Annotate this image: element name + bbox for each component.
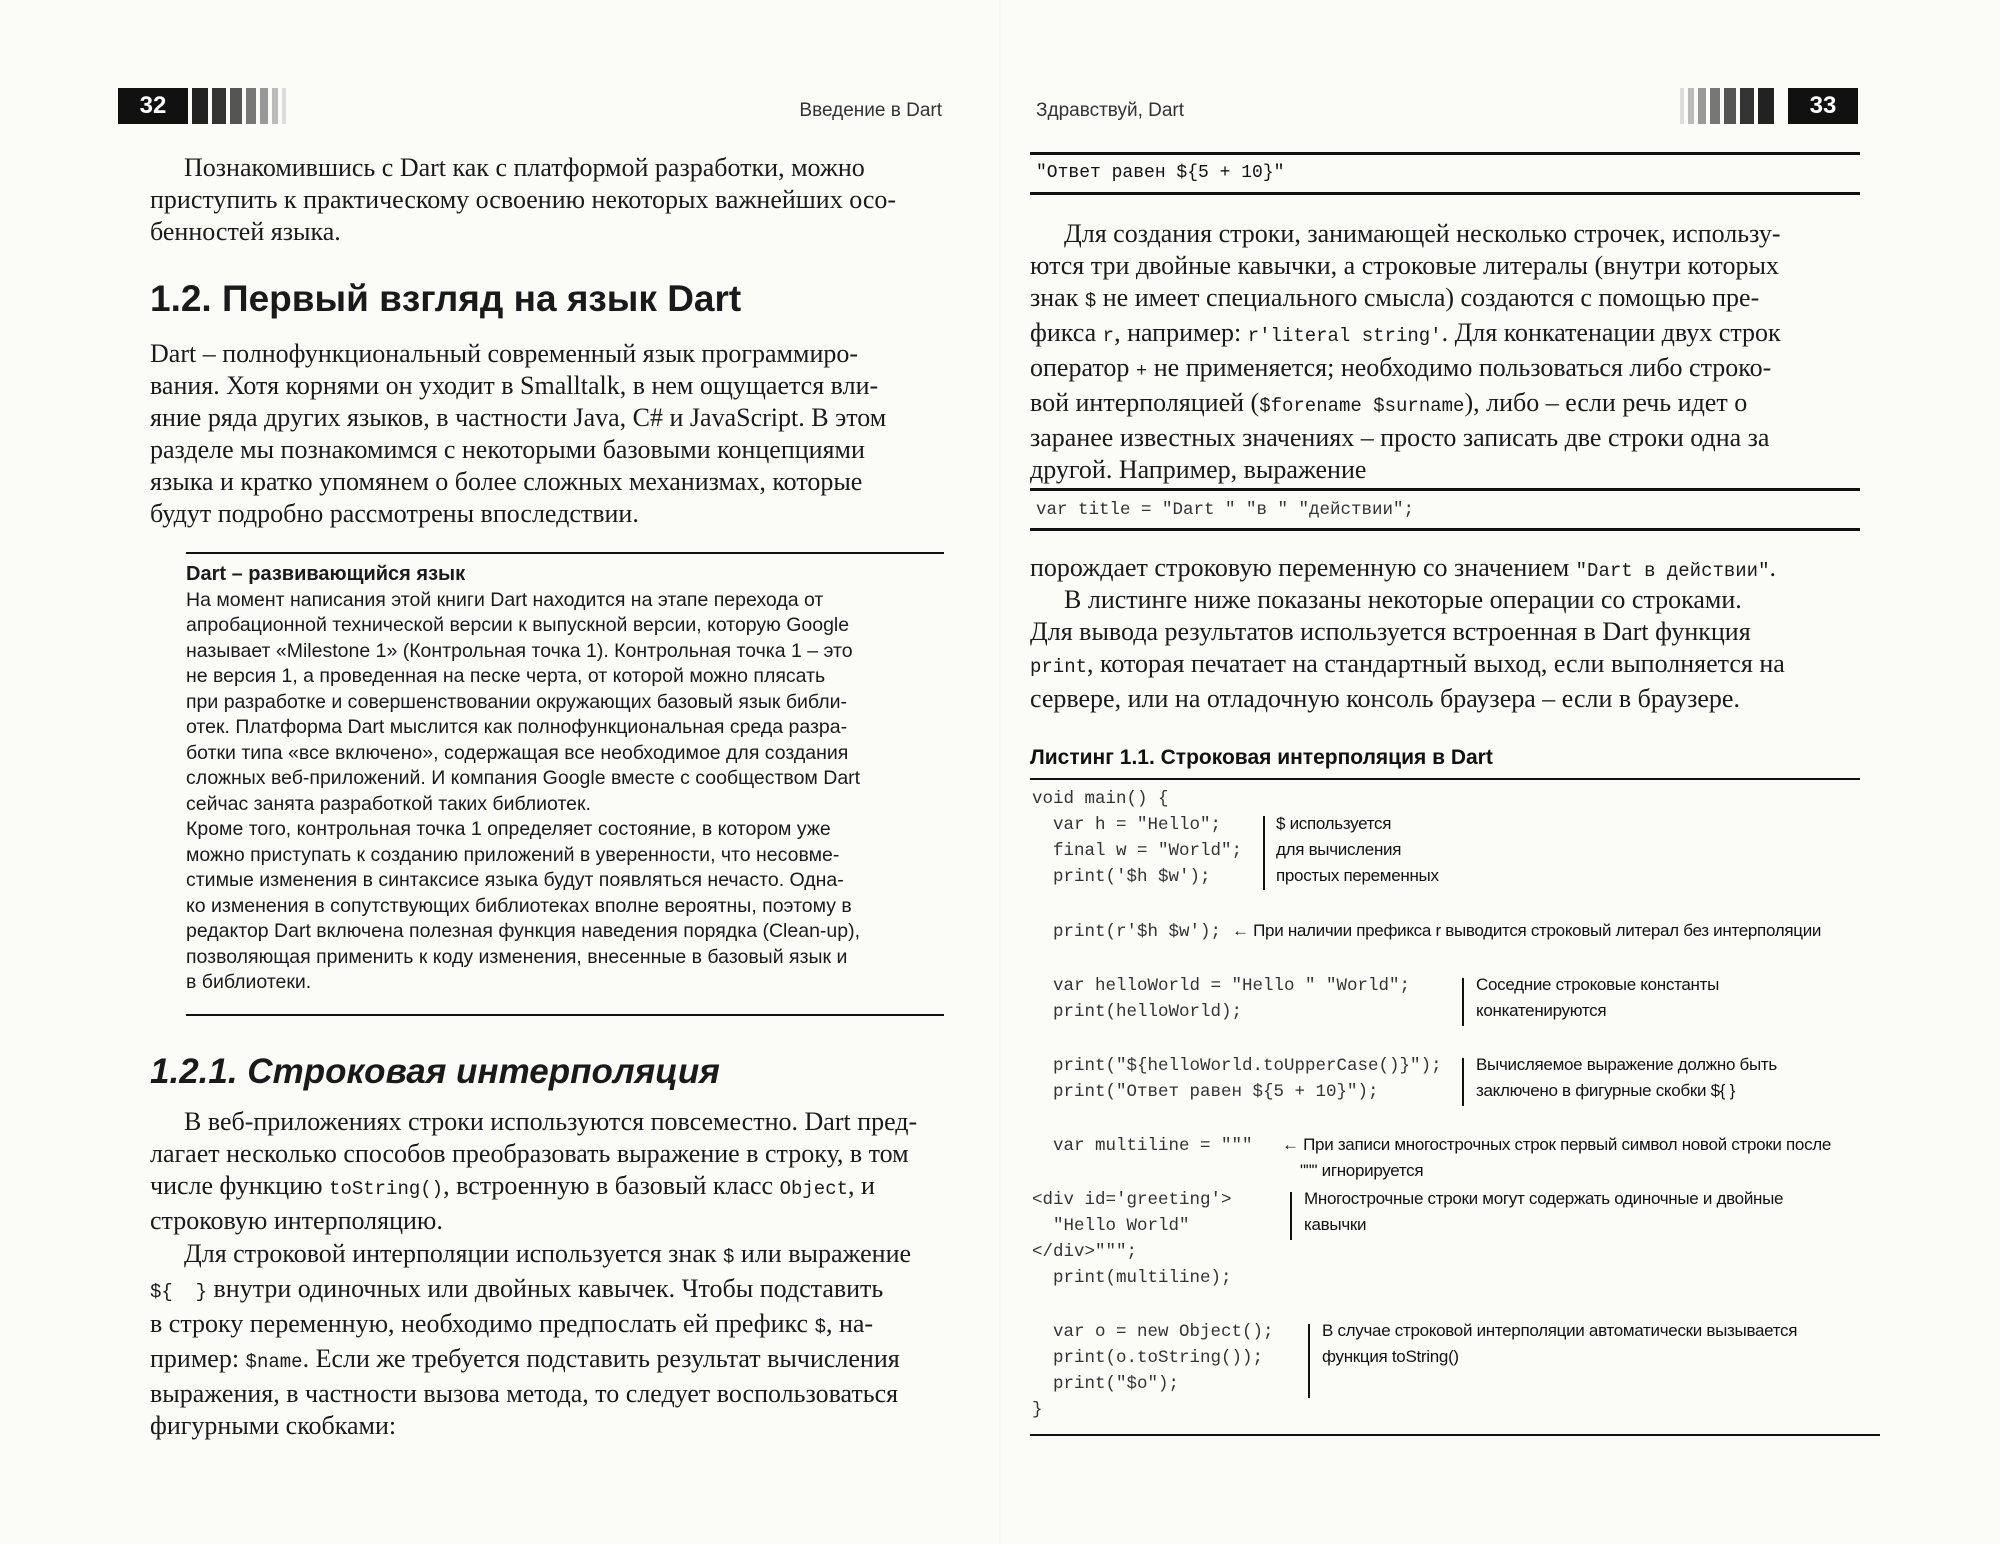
listing-bottom-rule: [1030, 1434, 1880, 1436]
text-line: выражения, в частности вызова метода, то следует воспользоваться: [150, 1379, 899, 1408]
text-line: . Если же требуется подставить результат вычисления: [302, 1344, 900, 1373]
running-title: Введение в Dart: [799, 100, 942, 121]
inline-code: $: [1084, 290, 1097, 312]
text-line: Познакомившись с Dart как с платформой разработки, можно: [184, 153, 865, 182]
right-page: [1000, 0, 2000, 1544]
inline-code: r'literal string': [1247, 325, 1442, 347]
listing-title: Листинг 1.1. Строковая интерполяция в Dart: [1030, 746, 1493, 769]
code-line: var o = new Object();: [1032, 1322, 1274, 1342]
text-line: строковую интерполяцию.: [150, 1206, 443, 1235]
inline-code: $name: [245, 1351, 303, 1373]
text-line: Кроме того, контрольная точка 1 определяет состояние, в котором уже: [186, 818, 831, 840]
text-line: Для создания строки, занимающей несколько строчек, использу-: [1064, 219, 1781, 248]
subsection-heading: 1.2.1. Строковая интерполяция: [150, 1052, 720, 1091]
text-line: порождает строковую переменную со значением: [1030, 553, 1576, 582]
code-line: print(helloWorld);: [1032, 1002, 1243, 1022]
code-line: var helloWorld = "Hello " "World";: [1032, 976, 1411, 996]
code-line: print(multiline);: [1032, 1268, 1232, 1288]
inline-code: print: [1030, 656, 1088, 678]
text-line: , которая печатает на стандартный выход, если выполняется на: [1087, 649, 1785, 678]
annotation: $ используется: [1276, 814, 1392, 833]
code-line: print('$h $w');: [1032, 867, 1211, 887]
text-line: ботки типа «все включено», содержащая все необходимое для создания: [186, 741, 849, 764]
text-line: стимые изменения в синтаксисе языка будут появляться нечасто. Одна-: [186, 869, 844, 891]
code-line: var multiline = """: [1032, 1136, 1253, 1156]
header-bars: [1680, 88, 1778, 124]
code-line: print(r'$h $w');: [1032, 922, 1222, 942]
text-line: можно приступать к созданию приложений в уверенности, что несовме-: [186, 843, 840, 866]
text-line: пример:: [150, 1344, 246, 1373]
text-line: ), либо – если речь идет о: [1464, 388, 1748, 417]
text-line: не версия 1, а проведенная на песке черта, от которой можно плясать: [186, 665, 826, 687]
book-gutter: [999, 0, 1001, 1544]
text-line: отек. Платформа Dart мыслится как полнофункциональная среда разра-: [186, 716, 848, 738]
page-number: 32: [118, 88, 188, 124]
code-line: var h = "Hello";: [1032, 815, 1222, 835]
sidebar-box: [186, 562, 944, 996]
text-line: , и: [848, 1171, 875, 1200]
inline-code: $: [723, 1246, 735, 1268]
intro-paragraph: [150, 152, 944, 248]
annotation: ← При наличии префикса r выводится строковый литерал без интерполяции: [1232, 921, 1822, 940]
text-line: при разработке и совершенствовании окружающих базовый язык библи-: [186, 690, 847, 713]
text-line: фикса: [1030, 318, 1103, 347]
text-line: оператор: [1030, 353, 1136, 382]
annotation: для вычисления: [1276, 840, 1402, 859]
code-snippet: "Ответ равен ${5 + 10}": [1036, 163, 1285, 183]
code-line: print(o.toString());: [1032, 1348, 1264, 1368]
text-line: вой интерполяцией (: [1030, 388, 1260, 417]
annotation-bar: [1462, 1058, 1464, 1106]
text-line: В веб-приложениях строки используются повсеместно. Dart пред-: [184, 1107, 918, 1136]
annotation: Вычисляемое выражение должно быть: [1476, 1055, 1777, 1074]
inline-code: +: [1135, 360, 1148, 382]
text-line: знак: [1030, 283, 1085, 312]
listing-top-rule: [1030, 778, 1860, 780]
text-line: сложных веб-приложений. И компания Google вместе с сообществом Dart: [186, 767, 861, 789]
text-line: числе функцию: [150, 1171, 330, 1200]
inline-code: r: [1102, 325, 1115, 347]
text-line: в строку переменную, необходимо предпослать ей префикс: [150, 1309, 815, 1338]
text-line: В листинге ниже показаны некоторые операции со строками.: [1064, 585, 1742, 614]
text-line: На момент написания этой книги Dart находится на этапе перехода от: [186, 588, 824, 611]
code-top-rule: [1030, 488, 1860, 491]
sidebar-bottom-rule: [186, 1014, 944, 1016]
text-line: ко изменения в сопутствующих библиотеках вполне вероятны, поэтому в: [186, 894, 852, 917]
annotation: Соседние строковые константы: [1476, 975, 1720, 994]
text-line: Для вывода результатов используется встроенная в Dart функция: [1030, 617, 1751, 646]
text-line: приступить к практическому освоению некоторых важнейших осо-: [150, 185, 897, 214]
inline-code: toString(): [329, 1178, 444, 1200]
code-line: print("Ответ равен ${5 + 10}");: [1032, 1082, 1379, 1102]
header-bars: [192, 88, 290, 124]
inline-code: "Dart в действии": [1575, 560, 1770, 582]
text-line: заранее известных значениях – просто записать две строки одна за: [1030, 423, 1770, 452]
text-line: или выражение: [734, 1239, 912, 1268]
code-bottom-rule: [1030, 528, 1860, 531]
text-line: не имеет специального смысла) создаются с помощью пре-: [1096, 283, 1760, 312]
annotation-bar: [1462, 978, 1464, 1026]
text-line: Dart – полнофункциональный современный язык программиро-: [150, 339, 859, 368]
code-snippet: var title = "Dart " "в " "действии";: [1036, 500, 1415, 520]
text-line: .: [1769, 553, 1776, 582]
section-paragraph: [150, 338, 944, 530]
text-line: . Для конкатенации двух строк: [1441, 318, 1781, 347]
paragraph-multiline: [1030, 218, 1860, 486]
text-line: сервере, или на отладочную консоль браузера – если в браузере.: [1030, 684, 1740, 713]
annotation-bar: [1308, 1324, 1310, 1398]
inline-code: $: [814, 1316, 826, 1338]
text-line: сейчас занята разработкой таких библиотек.: [186, 792, 591, 815]
text-line: , на-: [825, 1309, 874, 1338]
code-line: final w = "World";: [1032, 841, 1243, 861]
page-number: 33: [1788, 88, 1858, 124]
text-line: Для строковой интерполяции используется знак: [184, 1239, 724, 1268]
text-line: , встроенную в базовый класс: [443, 1171, 780, 1200]
code-line: print("$o");: [1032, 1374, 1180, 1394]
annotation: """ игнорируется: [1300, 1161, 1424, 1180]
annotation-bar: [1290, 1192, 1292, 1240]
code-bottom-rule: [1030, 192, 1860, 195]
inline-code: Object: [779, 1178, 849, 1200]
paragraph-result: [1030, 552, 1860, 587]
annotation-bar: [1263, 816, 1265, 890]
text-line: не применяется; необходимо пользоваться либо строко-: [1147, 353, 1772, 382]
sidebar-paragraph-2: [186, 817, 944, 996]
annotation: В случае строковой интерполяции автоматически вызывается: [1322, 1321, 1798, 1340]
code-line: void main() {: [1032, 789, 1169, 809]
text-line: в библиотеки.: [186, 971, 312, 993]
inline-code: $forename $surname: [1259, 395, 1465, 417]
code-top-rule: [1030, 152, 1860, 155]
text-line: позволяющая применить к коду изменения, внесенные в базовый язык и: [186, 945, 848, 968]
annotation: кавычки: [1304, 1215, 1367, 1234]
text-line: редактор Dart включена полезная функция наведения порядка (Clean-up),: [186, 920, 861, 942]
text-line: другой. Например, выражение: [1030, 455, 1367, 484]
paragraph-tostring: [150, 1106, 944, 1237]
sidebar-title: Dart – развивающийся язык: [186, 563, 466, 585]
running-title: Здравствуй, Dart: [1036, 100, 1185, 121]
text-line: языка и кратко упомянем о более сложных механизмах, которые: [150, 467, 863, 496]
text-line: называет «Milestone 1» (Контрольная точка 1). Контрольная точка 1 – это: [186, 639, 853, 662]
section-heading: 1.2. Первый взгляд на язык Dart: [150, 278, 742, 319]
text-line: вания. Хотя корнями он уходит в Smalltalk, в нем ощущается вли-: [150, 371, 879, 400]
text-line: яние ряда других языков, в частности Java, C# и JavaScript. В этом: [150, 403, 887, 432]
text-line: внутри одиночных или двойных кавычек. Чтобы подставить: [207, 1274, 884, 1303]
annotation: конкатенируются: [1476, 1001, 1607, 1020]
text-line: разделе мы познакомимся с некоторыми базовыми концепциями: [150, 435, 865, 464]
inline-code: ${ }: [150, 1281, 208, 1303]
text-line: фигурными скобками:: [150, 1411, 397, 1440]
annotation: заключено в фигурные скобки ${ }: [1476, 1081, 1735, 1100]
code-line: <div id='greeting'>: [1032, 1190, 1232, 1210]
text-line: , например:: [1114, 318, 1248, 347]
text-line: ются три двойные кавычки, а строковые литералы (внутри которых: [1030, 251, 1779, 280]
annotation: простых переменных: [1276, 866, 1439, 885]
sidebar-top-rule: [186, 552, 944, 554]
annotation: ← При записи многострочных строк первый символ новой строки после: [1282, 1135, 1832, 1154]
sidebar-paragraph-1: [186, 588, 944, 818]
code-line: }: [1032, 1400, 1043, 1420]
text-line: бенностей языка.: [150, 217, 341, 246]
code-line: </div>""";: [1032, 1242, 1138, 1262]
annotation: Многострочные строки могут содержать одиночные и двойные: [1304, 1189, 1784, 1208]
paragraph-interpolation: [150, 1238, 944, 1442]
code-line: print("${helloWorld.toUpperCase()}");: [1032, 1056, 1442, 1076]
text-line: лагает несколько способов преобразовать выражение в строку, в том: [150, 1139, 909, 1168]
paragraph-listing-intro: [1030, 584, 1860, 715]
text-line: будут подробно рассмотрены впоследствии.: [150, 499, 639, 528]
code-line: "Hello World": [1032, 1216, 1190, 1236]
text-line: апробационной технической версии к выпускной версии, которую Google: [186, 614, 850, 636]
annotation: функция toString(): [1322, 1347, 1459, 1366]
